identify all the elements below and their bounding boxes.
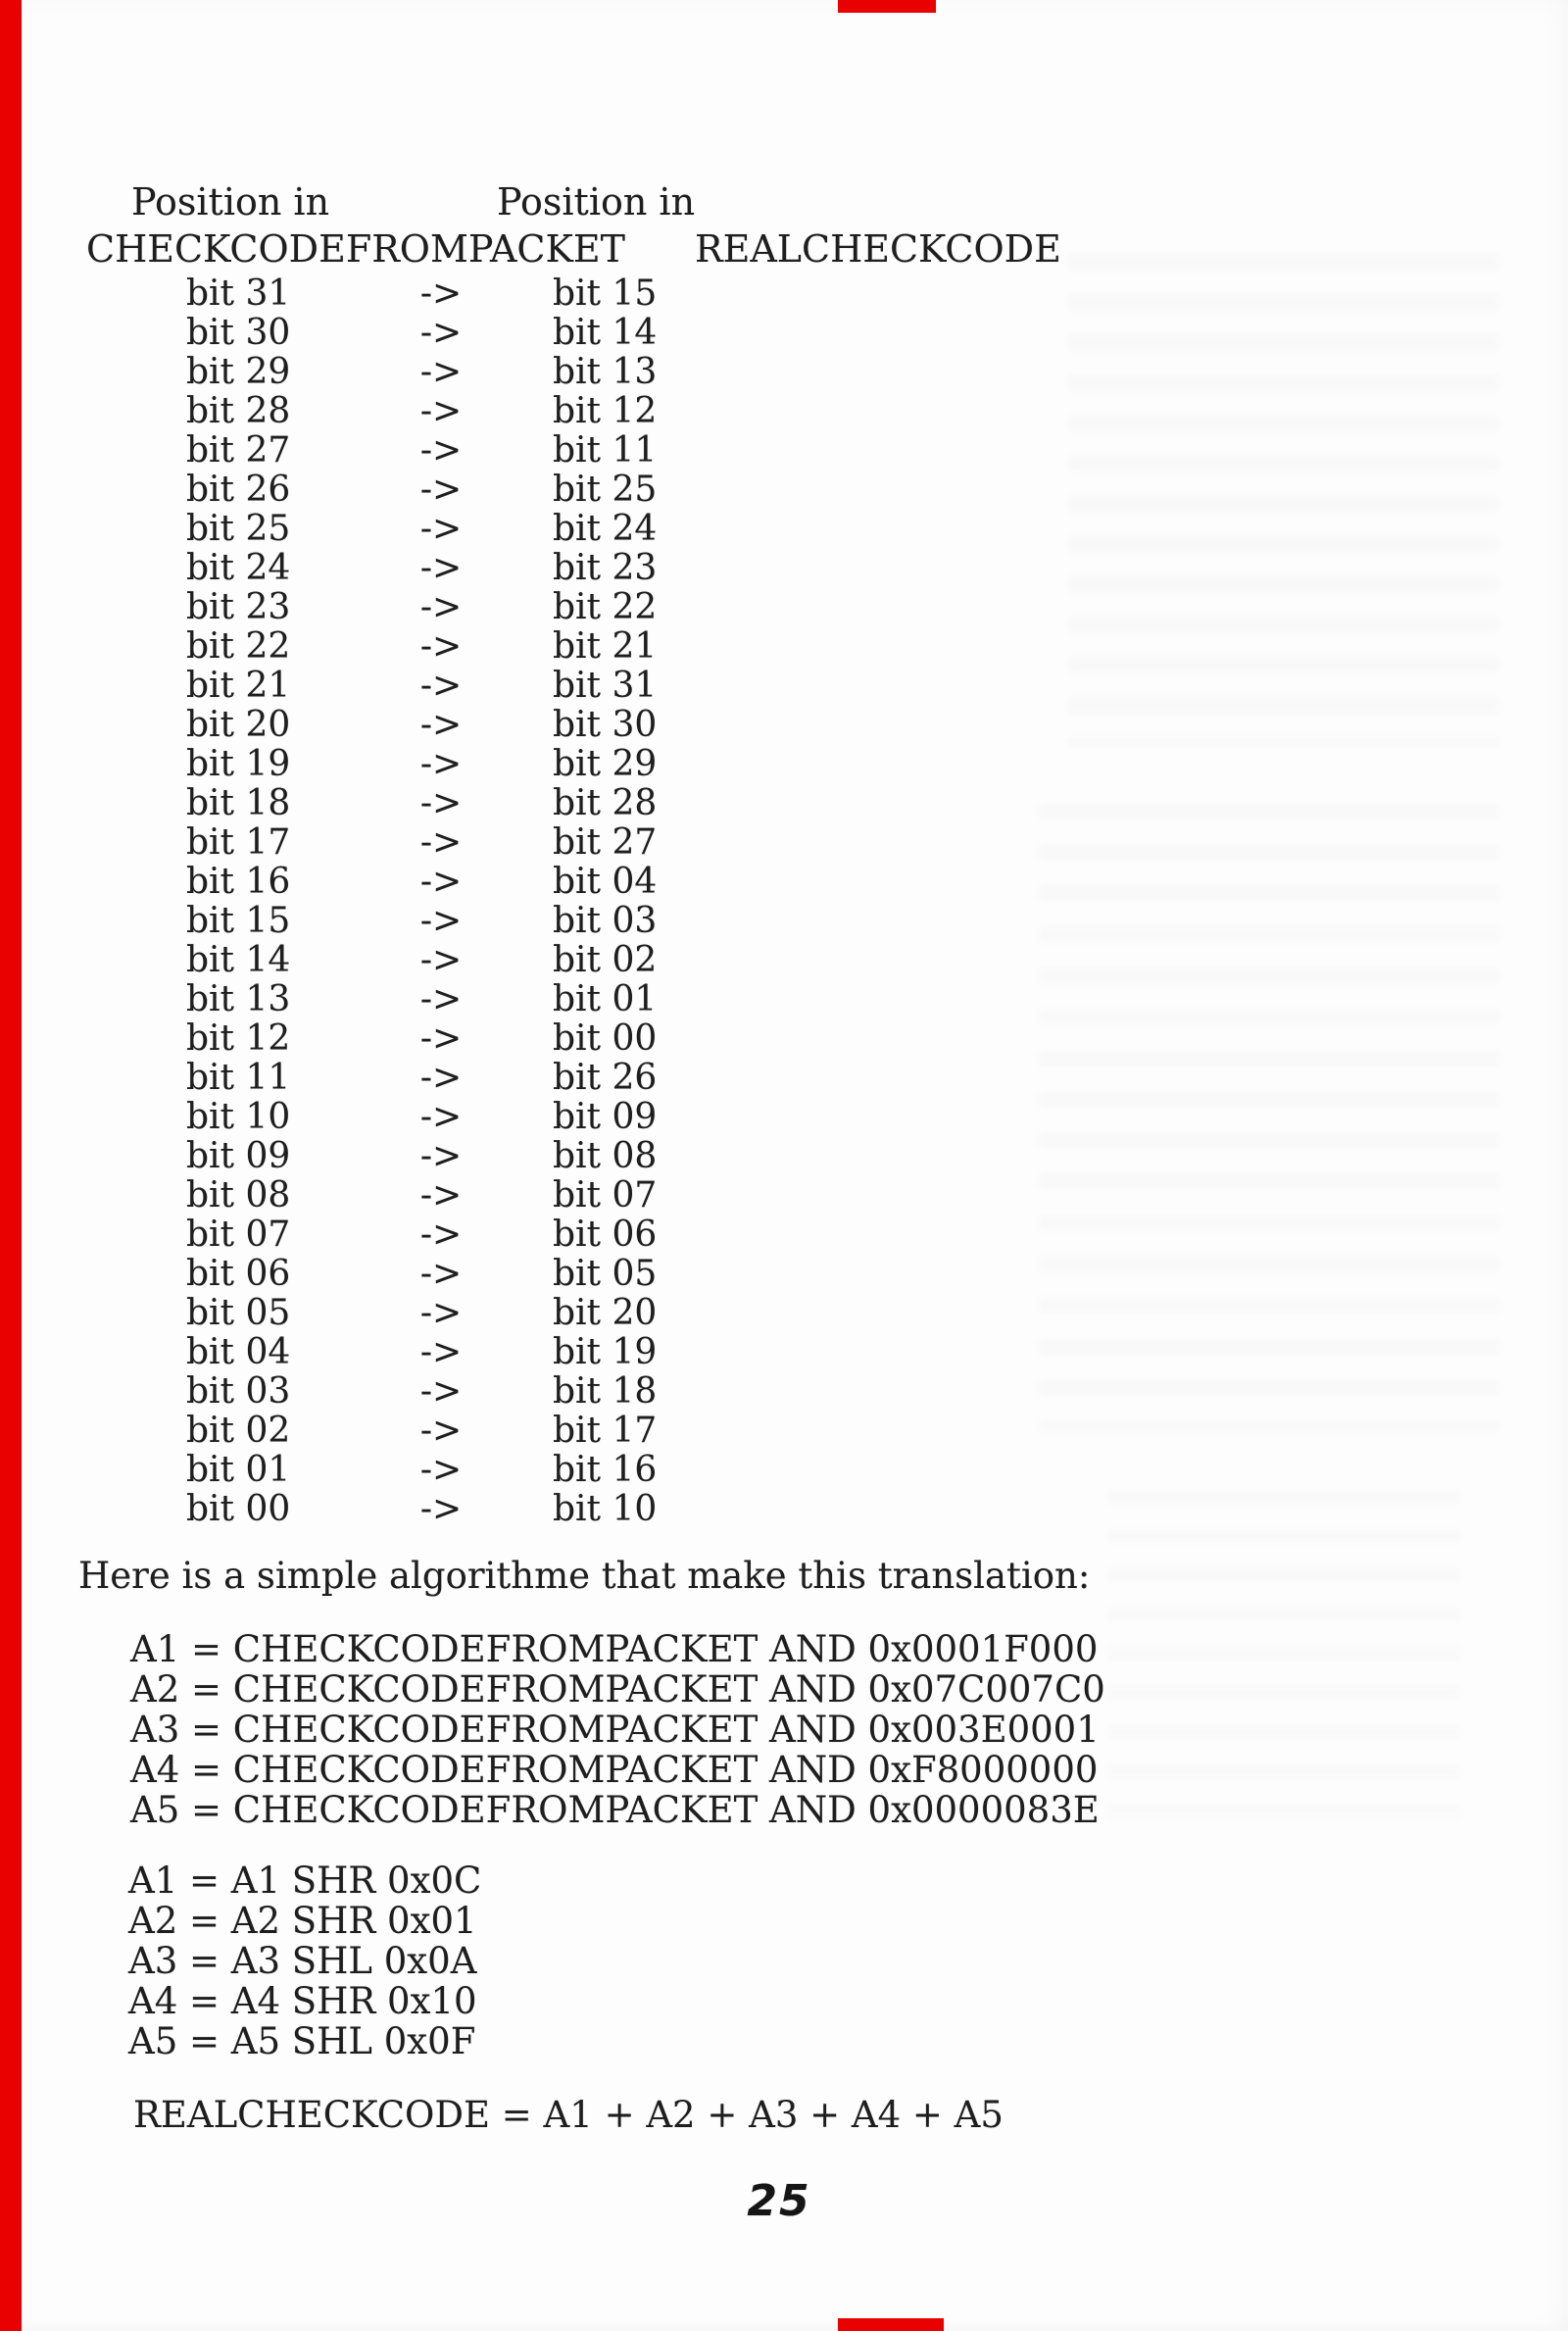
bit-to-label: bit 14 [553,313,658,353]
bit-to-label: bit 19 [553,1332,658,1372]
bit-to-label: bit 01 [553,979,658,1019]
bit-table-row [0,1176,745,1215]
bit-to-label: bit 11 [553,430,658,471]
bit-table-row [0,1490,745,1529]
bit-table-row [0,823,745,863]
arrow-label: -> [419,1450,463,1490]
arrow-label: -> [419,1411,463,1451]
mask-assignments [130,1629,1105,1830]
bit-table-row [0,274,745,314]
arrow-label: -> [419,822,463,863]
arrow-label: -> [419,1136,463,1176]
arrow-label: -> [419,783,463,823]
bit-to-label: bit 09 [553,1097,658,1137]
bit-from-label: bit 09 [186,1136,291,1176]
bit-from-label: bit 18 [186,783,291,823]
bit-to-label: bit 10 [553,1489,658,1529]
arrow-label: -> [419,1018,463,1059]
bit-to-label: bit 30 [553,705,658,745]
arrow-label: -> [419,548,463,588]
shift-line: A3 = A3 SHL 0x0A [128,1940,477,1982]
arrow-label: -> [419,862,463,902]
bit-to-label: bit 03 [553,901,658,941]
bit-from-label: bit 20 [186,705,291,745]
bit-from-label: bit 24 [186,548,291,588]
column-header-right-line2: REALCHECKCODE [695,227,1061,271]
bit-to-label: bit 23 [553,548,658,588]
bit-table-row [0,980,745,1019]
bit-from-label: bit 19 [186,744,291,784]
bit-table-row [0,1255,745,1294]
bit-to-label: bit 17 [553,1411,658,1451]
bit-from-label: bit 02 [186,1411,291,1451]
arrow-label: -> [419,430,463,471]
bit-from-label: bit 07 [186,1215,291,1255]
bit-table-row [0,1019,745,1059]
arrow-label: -> [419,744,463,784]
bit-to-label: bit 06 [553,1215,658,1255]
intro-text: Here is a simple algorithme that make this translation: [78,1555,1091,1597]
mask-line: A3 = CHECKCODEFROMPACKET AND 0x003E0001 [130,1709,1100,1751]
showthrough-texture-upper [1068,255,1499,745]
showthrough-texture-lower [1107,1490,1460,1843]
bit-table-row [0,1137,745,1176]
bit-table-row [0,1333,745,1372]
shift-line: A4 = A4 SHR 0x10 [128,1980,477,2022]
bit-table-row [0,1412,745,1451]
bit-from-label: bit 11 [186,1058,291,1098]
arrow-label: -> [419,273,463,314]
bit-table-row [0,706,745,745]
page-number: 25 [747,2176,811,2226]
mask-line: A1 = CHECKCODEFROMPACKET AND 0x0001F000 [130,1628,1099,1670]
bit-to-label: bit 29 [553,744,658,784]
registration-mark-top [838,0,936,13]
arrow-label: -> [419,1332,463,1372]
bit-to-label: bit 07 [553,1175,658,1215]
shift-line: A2 = A2 SHR 0x01 [128,1900,477,1942]
arrow-label: -> [419,587,463,627]
mask-line: A2 = CHECKCODEFROMPACKET AND 0x07C007C0 [130,1668,1105,1711]
bit-from-label: bit 17 [186,822,291,863]
arrow-label: -> [419,391,463,431]
bit-table-row [0,745,745,784]
bit-from-label: bit 08 [186,1175,291,1215]
mask-line: A4 = CHECKCODEFROMPACKET AND 0xF8000000 [130,1749,1099,1791]
bit-table-row [0,863,745,902]
bit-from-label: bit 10 [186,1097,291,1137]
bit-to-label: bit 27 [553,822,658,863]
bit-to-label: bit 25 [553,470,658,510]
bit-to-label: bit 21 [553,626,658,667]
bit-to-label: bit 08 [553,1136,658,1176]
arrow-label: -> [419,1293,463,1333]
arrow-label: -> [419,1489,463,1529]
shift-line: A5 = A5 SHL 0x0F [128,2020,476,2062]
arrow-label: -> [419,1254,463,1294]
bit-table-row [0,667,745,706]
bit-to-label: bit 22 [553,587,658,627]
bit-from-label: bit 14 [186,940,291,980]
arrow-label: -> [419,901,463,941]
bit-to-label: bit 12 [553,391,658,431]
bit-from-label: bit 13 [186,979,291,1019]
arrow-label: -> [419,1097,463,1137]
bit-to-label: bit 02 [553,940,658,980]
bit-from-label: bit 25 [186,509,291,549]
arrow-label: -> [419,1175,463,1215]
bit-from-label: bit 29 [186,352,291,392]
bit-from-label: bit 15 [186,901,291,941]
arrow-label: -> [419,940,463,980]
bit-to-label: bit 13 [553,352,658,392]
bit-from-label: bit 03 [186,1371,291,1412]
bit-table-row [0,1215,745,1255]
bit-table-row [0,1294,745,1333]
shift-line: A1 = A1 SHR 0x0C [128,1860,482,1902]
bit-to-label: bit 20 [553,1293,658,1333]
bit-from-label: bit 12 [186,1018,291,1059]
bit-table-row [0,549,745,588]
bit-from-label: bit 28 [186,391,291,431]
arrow-label: -> [419,626,463,667]
arrow-label: -> [419,705,463,745]
bit-to-label: bit 24 [553,509,658,549]
arrow-label: -> [419,1371,463,1412]
mask-line: A5 = CHECKCODEFROMPACKET AND 0x0000083E [130,1789,1100,1831]
bit-table-rows [0,274,745,1529]
bit-to-label: bit 28 [553,783,658,823]
result-equation: REALCHECKCODE = A1 + A2 + A3 + A4 + A5 [133,2094,1004,2136]
bit-from-label: bit 16 [186,862,291,902]
bit-to-label: bit 16 [553,1450,658,1490]
bit-from-label: bit 00 [186,1489,291,1529]
bit-from-label: bit 21 [186,666,291,706]
shift-assignments [128,1860,481,2061]
column-header-left-line1: Position in [131,180,330,223]
bit-table-row [0,353,745,392]
bit-table-row [0,1451,745,1490]
bit-from-label: bit 27 [186,430,291,471]
arrow-label: -> [419,1058,463,1098]
registration-mark-bottom [838,2318,944,2331]
bit-table-row [0,941,745,980]
bit-table-row [0,1059,745,1098]
arrow-label: -> [419,509,463,549]
column-header-left-line2: CHECKCODEFROMPACKET [86,227,625,271]
arrow-label: -> [419,979,463,1019]
arrow-label: -> [419,1215,463,1255]
bit-to-label: bit 04 [553,862,658,902]
bit-from-label: bit 30 [186,313,291,353]
bit-table-row [0,431,745,471]
bit-table-row [0,1098,745,1137]
bit-table-row [0,471,745,510]
bit-to-label: bit 00 [553,1018,658,1059]
bit-to-label: bit 18 [553,1371,658,1412]
showthrough-texture-middle [1039,804,1499,1431]
bit-from-label: bit 22 [186,626,291,667]
bit-to-label: bit 26 [553,1058,658,1098]
bit-table-row [0,627,745,667]
bit-table-row [0,902,745,941]
arrow-label: -> [419,352,463,392]
bit-to-label: bit 31 [553,666,658,706]
bit-table-row [0,784,745,823]
bit-table-row [0,510,745,549]
bit-from-label: bit 06 [186,1254,291,1294]
bit-table-row [0,392,745,431]
bit-from-label: bit 04 [186,1332,291,1372]
bit-to-label: bit 05 [553,1254,658,1294]
bit-from-label: bit 23 [186,587,291,627]
bit-from-label: bit 01 [186,1450,291,1490]
column-header-right-line1: Position in [497,180,696,223]
bit-table-row [0,588,745,627]
arrow-label: -> [419,313,463,353]
arrow-label: -> [419,470,463,510]
bit-from-label: bit 26 [186,470,291,510]
bit-table-row [0,1372,745,1412]
arrow-label: -> [419,666,463,706]
bit-table-row [0,314,745,353]
bit-from-label: bit 05 [186,1293,291,1333]
bit-from-label: bit 31 [186,273,291,314]
bit-to-label: bit 15 [553,273,658,314]
